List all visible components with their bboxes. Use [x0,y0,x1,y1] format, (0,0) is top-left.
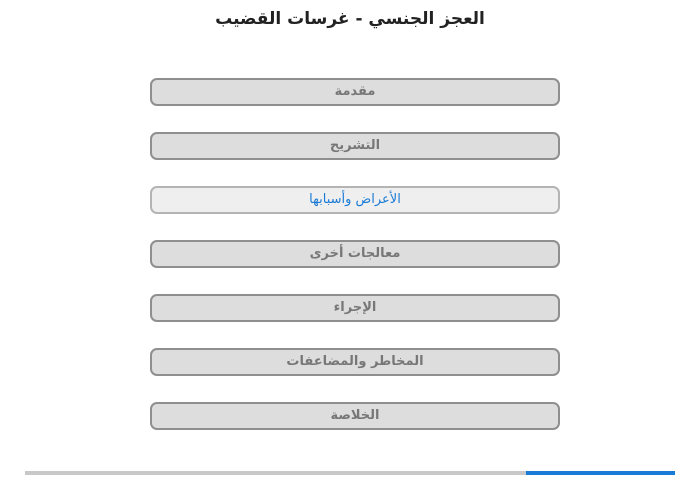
menu-item-anatomy[interactable]: التشريح [150,132,560,160]
menu-item-introduction[interactable]: مقدمة [150,78,560,106]
chapter-menu [150,78,560,456]
progress-bar-fill [526,471,676,475]
menu-item-summary[interactable]: الخلاصة [150,402,560,430]
menu-item-other-treatments[interactable]: معالجات أخرى [150,240,560,268]
menu-item-symptoms-causes[interactable]: الأعراض وأسبابها [150,186,560,214]
menu-item-risks-complications[interactable]: المخاطر والمضاعفات [150,348,560,376]
progress-bar [25,471,675,475]
menu-item-procedure[interactable]: الإجراء [150,294,560,322]
page-title: العجز الجنسي - غرسات القضيب [215,9,485,29]
